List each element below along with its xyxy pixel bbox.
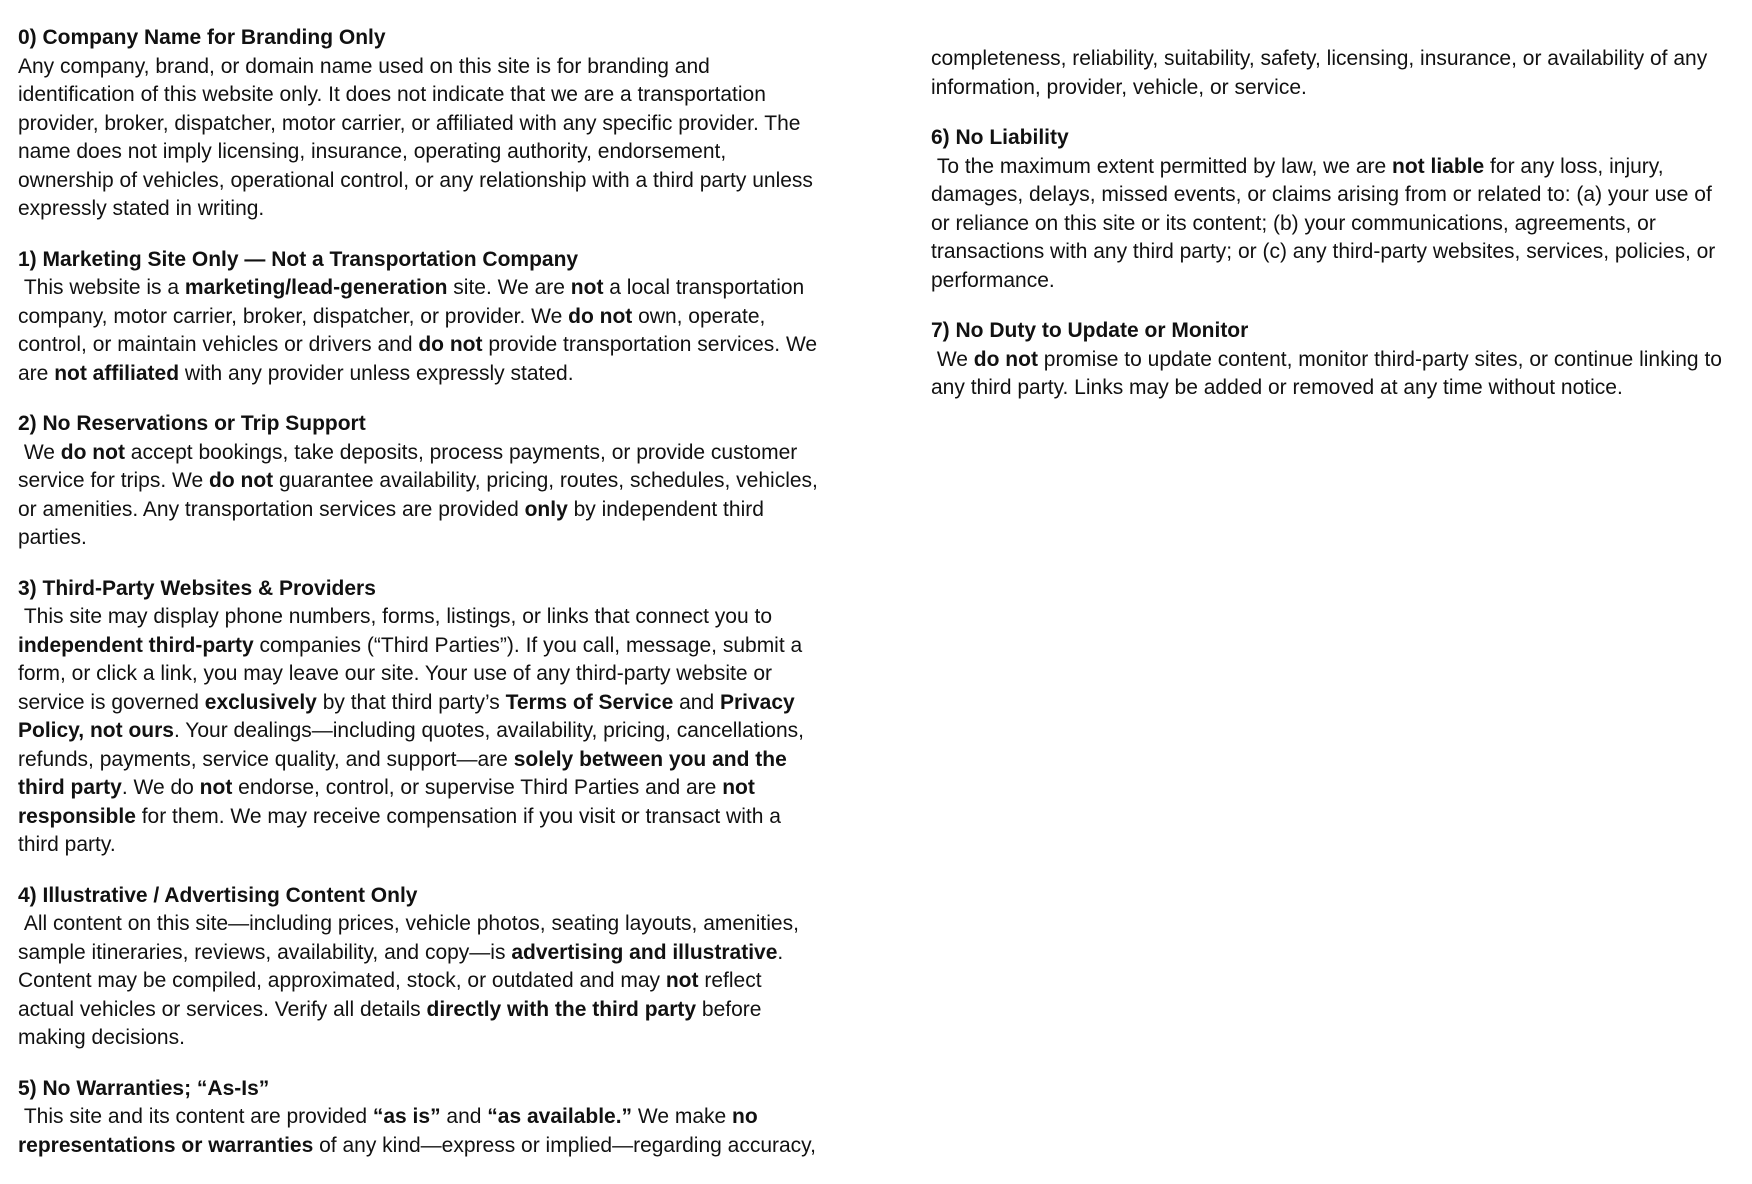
bold-text: no representations or warranties: [18, 1105, 758, 1157]
bold-text: independent third-party: [18, 633, 254, 657]
bold-text: solely between you and the third party: [18, 747, 787, 799]
section-body: This site may display phone numbers, forms, listings, or links that connect you to independent third-party companies (“Third Parties”). If you call, message, submit a form, or click a link, you may leave our site. Your use of any third-party website or service is governed exclusively by that third party’s Terms of Service and Privacy Policy, not ours. Your dealings—including quotes, availability, pricing, cancellations, refunds, payments, service quality, and support—are solely between you and the third party. We do not endorse, control, or supervise Third Parties and are not responsible for them. We may receive compensation if you visit or transact with a third party.: [18, 605, 804, 856]
section-6-no-liability: [931, 124, 1734, 295]
section-body: This site and its content are provided “as is” and “as available.” We make no representations or warranties of any kind—express or implied—regarding accuracy,: [18, 1105, 816, 1157]
bold-text: not affiliated: [54, 361, 180, 385]
bold-text: not responsible: [18, 776, 755, 828]
document-column-right: [931, 24, 1734, 1160]
section-body: We do not promise to update content, monitor third-party sites, or continue linking to any third party. Links may be added or removed at any time without notice.: [931, 347, 1722, 399]
bold-text: not: [665, 969, 699, 992]
document-column-left: [18, 24, 821, 1160]
section-heading: 2) No Reservations or Trip Support: [18, 412, 366, 435]
bold-text: directly with the third party: [426, 997, 697, 1021]
bold-text: “as available.”: [487, 1105, 633, 1128]
bold-text: “as is”: [372, 1105, 441, 1128]
bold-text: Privacy Policy, not ours: [18, 690, 795, 742]
section-body: All content on this site—including prices, vehicle photos, seating layouts, amenities, sample itineraries, reviews, availability, and copy—is advertising and illustrative. Content may be compiled, approximated, stock, or outdated and may not reflect actual vehicles or services. Verify all details directly with the third party before making decisions.: [18, 912, 799, 1049]
bold-text: not: [570, 276, 604, 299]
section-heading: 4) Illustrative / Advertising Content Only: [18, 883, 418, 907]
bold-text: not liable: [1392, 154, 1485, 178]
section-5-no-warranties-continued: [931, 45, 1734, 102]
section-heading: 6) No Liability: [931, 126, 1069, 149]
section-heading: 5) No Warranties; “As-Is”: [18, 1076, 270, 1100]
bold-text: only: [524, 497, 568, 521]
bold-text: advertising and illustrative: [511, 940, 778, 964]
section-body: We do not accept bookings, take deposits, process payments, or provide customer service for trips. We do not guarantee availability, pricing, routes, schedules, vehicles, or amenities. Any transportation services are provided only by independent third parties.: [18, 440, 818, 549]
bold-text: not: [199, 776, 233, 799]
bold-text: do not: [973, 347, 1038, 371]
bold-text: do not: [209, 469, 274, 492]
section-3-third-party-websites: [18, 575, 821, 860]
section-1-marketing-site-only: [18, 246, 821, 389]
section-2-no-reservations: [18, 410, 821, 553]
bold-text: do not: [568, 304, 633, 328]
section-5-no-warranties: [18, 1075, 821, 1161]
bold-text: do not: [60, 440, 125, 464]
section-body: This website is a marketing/lead-generation site. We are not a local transportation company, motor carrier, broker, dispatcher, or provider. We do not own, operate, control, or maintain vehicles or drivers and do not provide transportation services. We are not affiliated with any provider unless expressly stated.: [18, 276, 818, 385]
section-heading: 7) No Duty to Update or Monitor: [931, 319, 1249, 342]
bold-text: do not: [418, 333, 483, 356]
bold-text: exclusively: [204, 690, 317, 714]
section-heading: 1) Marketing Site Only — Not a Transportation Company: [18, 247, 579, 271]
section-0-company-name-branding: [18, 24, 821, 224]
section-7-no-duty-to-update: [931, 317, 1734, 403]
bold-text: marketing/lead-generation: [184, 276, 448, 299]
section-body: Any company, brand, or domain name used on this site is for branding and identification of this website only. It does not indicate that we are a transportation provider, broker, dispatcher, motor carrier, or affiliated with any specific provider. The name does not imply licensing, insurance, operating authority, endorsement, ownership of vehicles, operational control, or any relationship with a third party unless expressly stated in writing.: [18, 54, 813, 220]
section-body: To the maximum extent permitted by law, we are not liable for any loss, injury, damages, delays, missed events, or claims arising from or related to: (a) your use of or reliance on this site or its content; (b) your communications, agreements, or transactions with any third party; or (c) any third-party websites, services, policies, or performance.: [931, 154, 1716, 292]
section-body: completeness, reliability, suitability, safety, licensing, insurance, or availability of any information, provider, vehicle, or service.: [931, 47, 1708, 99]
section-heading: 3) Third-Party Websites & Providers: [18, 576, 376, 600]
section-4-illustrative-content: [18, 882, 821, 1053]
section-heading: 0) Company Name for Branding Only: [18, 26, 386, 49]
bold-text: Terms of Service: [505, 690, 674, 714]
